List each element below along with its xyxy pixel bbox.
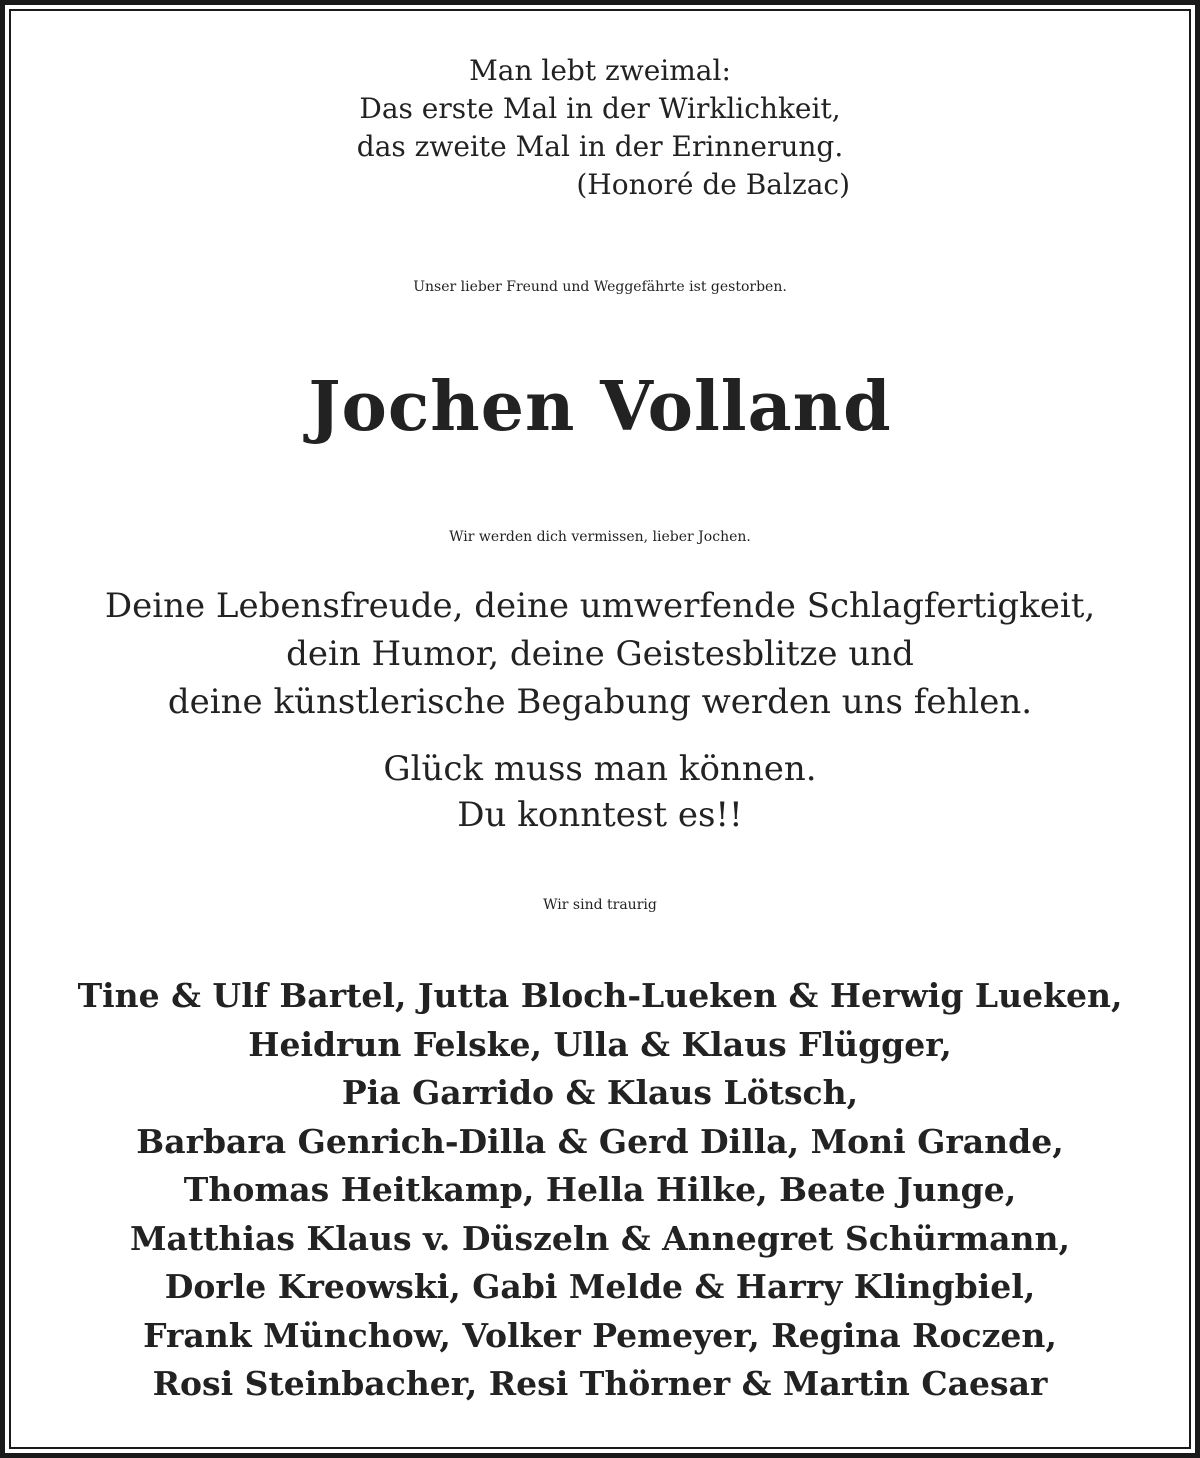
tribute-line: Deine Lebensfreude, deine umwerfende Schlagfertigkeit, xyxy=(104,586,1096,626)
tribute-paragraph xyxy=(20,582,1180,726)
closing-line: Wir sind traurig xyxy=(543,897,657,913)
signer-line: Rosi Steinbacher, Resi Thörner & Martin Caesar xyxy=(152,1364,1048,1403)
signer-line: Tine & Ulf Bartel, Jutta Bloch-Lueken & Herwig Lueken, xyxy=(77,976,1123,1015)
signer-line: Thomas Heitkamp, Hella Hilke, Beate Junge, xyxy=(183,1170,1017,1209)
signer-line: Heidrun Felske, Ulla & Klaus Flügger, xyxy=(248,1024,952,1064)
signer-line: Pia Garrido & Klaus Lötsch, xyxy=(341,1073,859,1112)
signer-line: Dorle Kreowski, Gabi Melde & Harry Klingbiel, xyxy=(164,1267,1036,1306)
saying-paragraph xyxy=(20,746,1180,838)
signer-line: Barbara Genrich-Dilla & Gerd Dilla, Moni Grande, xyxy=(136,1121,1064,1161)
signers-list xyxy=(20,972,1180,1409)
balzac-quote xyxy=(20,52,1180,204)
tribute-line: deine künstlerische Begabung werden uns fehlen. xyxy=(167,682,1033,722)
signer-line: Frank Münchow, Volker Pemeyer, Regina Roczen, xyxy=(143,1315,1057,1355)
quote-line: Das erste Mal in der Wirklichkeit, xyxy=(359,92,841,125)
saying-line: Glück muss man können. xyxy=(383,749,817,789)
quote-line: das zweite Mal in der Erinnerung. xyxy=(356,130,844,163)
saying-line: Du konntest es!! xyxy=(457,795,743,835)
quote-attribution: (Honoré de Balzac) xyxy=(576,168,850,201)
deceased-name: Jochen Volland xyxy=(308,367,892,447)
intro-text: Unser lieber Freund und Weggefährte ist gestorben. xyxy=(413,279,787,295)
signer-line: Matthias Klaus v. Düszeln & Annegret Schürmann, xyxy=(130,1218,1070,1258)
tribute-line: dein Humor, deine Geistesblitze und xyxy=(286,634,914,674)
quote-line: Man lebt zweimal: xyxy=(469,54,731,87)
miss-you-line: Wir werden dich vermissen, lieber Jochen. xyxy=(449,529,751,545)
